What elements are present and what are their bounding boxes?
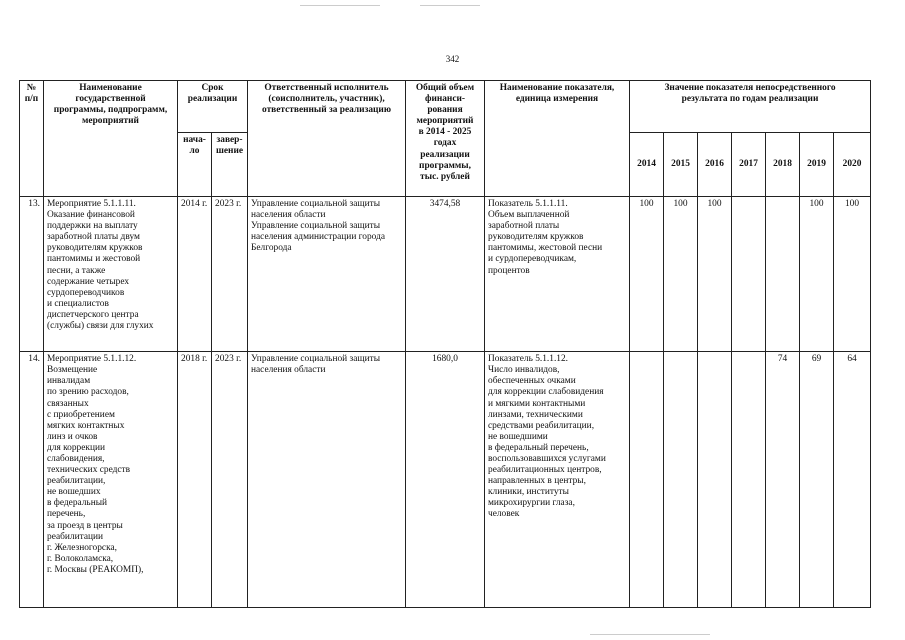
year-value: 74 (766, 352, 800, 608)
scan-artifact (420, 5, 480, 6)
measure-name: Мероприятие 5.1.1.12. Возмещение инвалидам по зрению расходов, связанных с приобретением мягких контактных линз и очков для коррекции слабовидения, технических средств реабилитации, не вошедших в федеральный перечень, за проезд в центры реабилитации г. Железногорска, г. Волоколамска, г. Москвы (РЕАКОМП), (44, 352, 178, 608)
header-program-name: Наименование государственной программы, подпрограмм, мероприятий (44, 81, 178, 197)
row-number: 13. (20, 197, 44, 352)
year-value: 100 (664, 197, 698, 352)
header-term: Срок реализации (178, 81, 248, 133)
term-start: 2014 г. (178, 197, 212, 352)
executor: Управление социальной защиты населения области (248, 352, 406, 608)
header-term-start: нача- ло (178, 133, 212, 197)
table-row (20, 352, 871, 608)
funding-volume: 3474,58 (406, 197, 485, 352)
header-term-end: завер- шение (212, 133, 248, 197)
header-values: Значение показателя непосредственного результата по годам реализации (630, 81, 871, 133)
scan-artifact (590, 634, 710, 635)
year-value (732, 352, 766, 608)
table-row (20, 197, 871, 352)
page-number: 342 (445, 54, 460, 64)
year-value (664, 352, 698, 608)
year-value (630, 352, 664, 608)
header-executor: Ответственный исполнитель (соисполнитель, участник), ответственный за реализацию (248, 81, 406, 197)
header-year: 2015 (664, 133, 698, 197)
year-value: 100 (800, 197, 834, 352)
header-year: 2016 (698, 133, 732, 197)
scan-artifact (300, 5, 380, 6)
term-start: 2018 г. (178, 352, 212, 608)
year-value: 69 (800, 352, 834, 608)
year-value: 64 (834, 352, 871, 608)
header-funding-volume: Общий объем финанси- рования мероприятий в 2014 - 2025 годах реализации программы, тыс. рублей (406, 81, 485, 197)
year-value: 100 (698, 197, 732, 352)
header-year: 2018 (766, 133, 800, 197)
header-year: 2017 (732, 133, 766, 197)
term-end: 2023 г. (212, 352, 248, 608)
executor: Управление социальной защиты населения области Управление социальной защиты населения администрации города Белгорода (248, 197, 406, 352)
header-year: 2014 (630, 133, 664, 197)
indicator: Показатель 5.1.1.12. Число инвалидов, обеспеченных очками для коррекции слабовидения и мягкими контактными линзами, техническими средствами реабилитации, не вошедшими в федеральный перечень, воспользовавшихся услугами реабилитационных центров, направленных в центры, клиники, институты микрохирургии глаза, человек (485, 352, 630, 608)
year-value: 100 (834, 197, 871, 352)
year-value (732, 197, 766, 352)
measure-name: Мероприятие 5.1.1.11. Оказание финансовой поддержки на выплату заработной платы двум руководителям кружков пантомимы и жестовой песни, а также содержание четырех сурдопереводчиков и специалистов диспетчерского центра (службы) связи для глухих (44, 197, 178, 352)
year-value (698, 352, 732, 608)
header-year: 2019 (800, 133, 834, 197)
funding-volume: 1680,0 (406, 352, 485, 608)
header-indicator: Наименование показателя, единица измерения (485, 81, 630, 197)
year-value (766, 197, 800, 352)
header-number: № п/п (20, 81, 44, 197)
year-value: 100 (630, 197, 664, 352)
program-table (19, 80, 871, 608)
row-number: 14. (20, 352, 44, 608)
header-year: 2020 (834, 133, 871, 197)
term-end: 2023 г. (212, 197, 248, 352)
indicator: Показатель 5.1.1.11. Объем выплаченной заработной платы руководителям кружков пантомимы, жестовой песни и сурдопереводчикам, процентов (485, 197, 630, 352)
